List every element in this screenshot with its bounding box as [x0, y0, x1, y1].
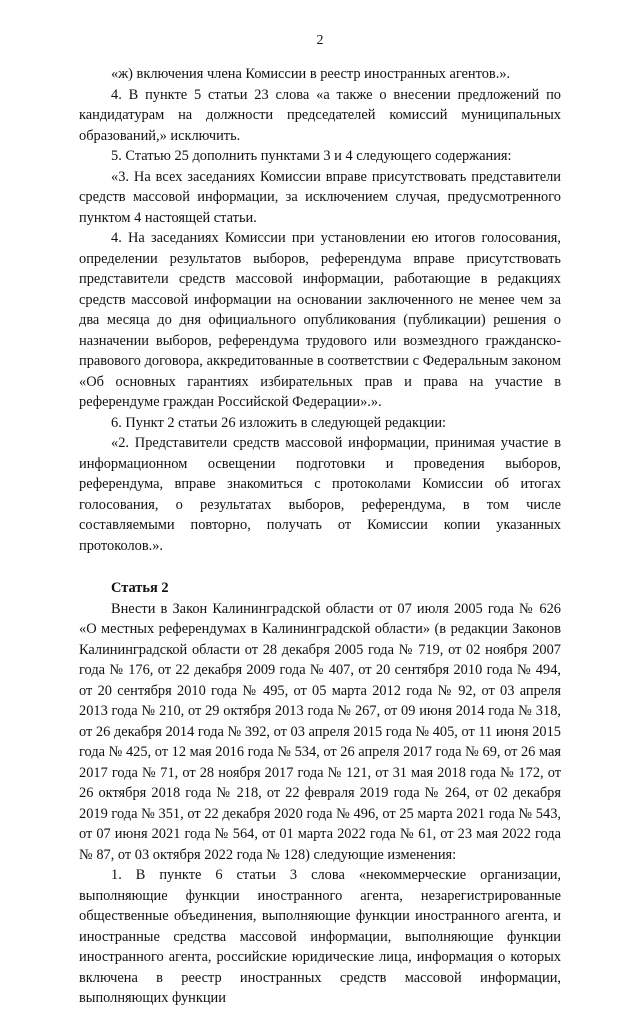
paragraph: 4. На заседаниях Комиссии при установлении ею итогов голосования, определении результатов выборов, референдума вправе присутствовать представители средств массовой информации, работающие в редакциях средств массовой информации на основании заключенного не менее чем за два месяца до дня официального опубликования (публикации) решения о назначении выборов, референдума трудового или возмездного гражданско-правового договора, аккредитованные в соответствии с Федеральным законом «Об основных гарантиях избирательных прав и права на участие в референдуме граждан Российской Федерации».». — [79, 230, 561, 410]
paragraph: 4. В пункте 5 статьи 23 слова «а также о внесении предложений по кандидатурам на должности председателей комиссий муниципальных образований,» исключить. — [79, 86, 561, 144]
spacer — [79, 556, 561, 578]
paragraph: 1. В пункте 6 статьи 3 слова «некоммерческие организации, выполняющие функции иностранного агента, незарегистрированные общественные объединения, выполняющие функции иностранного агента, и иностранные средства массовой информации, выполняющие функции иностранного агента, российские юридические лица, информация о которых включена в реестр иностранных средств массовой информации, выполняющих функции — [79, 867, 561, 1006]
paragraph: «3. На всех заседаниях Комиссии вправе присутствовать представители средств массовой информации, за исключением случая, предусмотренного пунктом 4 настоящей статьи. — [79, 168, 561, 226]
document-body — [79, 64, 561, 1009]
page-number: 2 — [316, 33, 324, 48]
paragraph: 6. Пункт 2 статьи 26 изложить в следующей редакции: — [111, 414, 447, 431]
paragraph: 5. Статью 25 дополнить пунктами 3 и 4 следующего содержания: — [111, 148, 512, 164]
paragraph: Внести в Закон Калининградской области от 07 июля 2005 года № 626 «О местных референдумах в Калининградской области» (в редакции Законов Калининградской области от 28 декабря 2005 года № 719, от 02 ноября 2007 года № 176, от 22 декабря 2009 года № 407, от 20 сентября 2010 года № 494, от 20 сентября 2010 года № 495, от 05 марта 2012 года № 92, от 03 апреля 2013 года № 210, от 29 октября 2013 года № 267, от 09 июня 2014 года № 318, от 26 декабря 2014 года № 392, от 03 апреля 2015 года № 405, от 11 июня 2015 года № 425, от 12 мая 2016 года № 534, от 26 апреля 2017 года № 69, от 26 мая 2017 года № 71, от 28 ноября 2017 года № 121, от 31 мая 2018 года № 172, от 26 октября 2018 года № 218, от 22 февраля 2019 года № 264, от 02 декабря 2019 года № 351, от 22 декабря 2020 года № 496, от 25 марта 2021 года № 543, от 07 июня 2021 года № 564, от 01 марта 2022 года № 61, от 23 мая 2022 года № 87, от 03 октября 2022 года № 128) следующие изменения: — [79, 600, 561, 863]
paragraph: «ж) включения члена Комиссии в реестр иностранных агентов.». — [111, 66, 511, 82]
paragraph: «2. Представители средств массовой информации, принимая участие в информационном освещении подготовки и проведения выборов, референдума, вправе знакомиться с протоколами Комиссии об итогах голосования, о результатах выборов, референдума, в том числе составляемыми повторно, получать от Комиссии копии указанных протоколов.». — [79, 435, 561, 554]
article-heading: Статья 2 — [111, 580, 169, 596]
